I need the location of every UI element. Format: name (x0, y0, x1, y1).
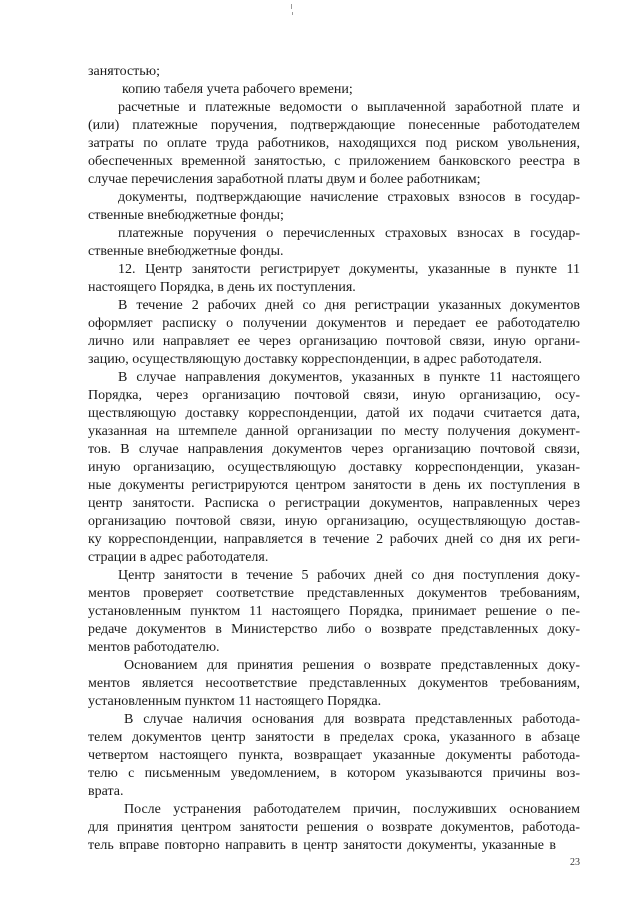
text-line: врата. (88, 784, 124, 799)
text-line: редаче документов в Министерство либо о возврате представленных доку- (88, 622, 580, 637)
text-line: затраты по оплате труда работников, находящихся под риском увольнения, (88, 136, 580, 151)
text-line: платежные поручения о перечисленных страховых взносах в государ- (118, 226, 580, 241)
text-line: настоящего Порядка, в день их поступления. (88, 280, 356, 295)
text-line: установленным пунктом 11 настоящего Порядка, принимает решение о пе- (88, 604, 580, 619)
text-line: страции в адрес работодателя. (88, 550, 269, 565)
text-line: ные документы регистрируются центром занятости в день их поступления в (88, 478, 580, 493)
text-line: установленным пунктом 11 настоящего Порядка. (88, 694, 382, 709)
text-line: ственные внебюджетные фонды; (88, 208, 284, 223)
text-line: телю с письменным уведомлением, в котором указываются причины воз- (88, 766, 580, 781)
text-line: ментов работодателю. (88, 640, 220, 655)
text-line: ментов проверяет соответствие представленных документов требованиям, (88, 586, 580, 601)
text-line: В течение 2 рабочих дней со дня регистрации указанных документов (118, 298, 580, 313)
text-line: В случае направления документов, указанных в пункте 11 настоящего (118, 370, 580, 385)
text-line: Порядка, через организацию почтовой связи, иную организацию, осу- (88, 388, 580, 403)
text-line: (или) платежные поручения, подтверждающие понесенные работодателем (88, 118, 580, 133)
text-line: ществляющую доставку корреспонденции, датой их подачи считается дата, (88, 406, 580, 421)
text-line: Основанием для принятия решения о возврате представленных доку- (124, 658, 580, 673)
text-line: Центр занятости в течение 5 рабочих дней со дня поступления доку- (118, 568, 580, 583)
text-line: копию табеля учета рабочего времени; (122, 82, 353, 97)
scan-speck (292, 12, 293, 15)
text-line: оформляет расписку о получении документов и передает ее работодателю (88, 316, 580, 331)
text-line: занятостью; (88, 64, 161, 79)
text-line: 12. Центр занятости регистрирует документы, указанные в пункте 11 (118, 262, 580, 277)
text-line: тель вправе повторно направить в центр занятости документы, указанные в (88, 838, 556, 853)
text-line: После устранения работодателем причин, послуживших основанием (124, 802, 580, 817)
scan-speck (291, 4, 292, 9)
text-line: телем документов центр занятости в пределах срока, указанного в абзаце (88, 730, 580, 745)
text-line: зацию, осуществляющую доставку корреспонденции, в адрес работодателя. (88, 352, 542, 367)
text-line: для принятия центром занятости решения о возврате документов, работода- (88, 820, 580, 835)
text-line: расчетные и платежные ведомости о выплаченной заработной плате и (118, 100, 580, 115)
text-line: центр занятости. Расписка о регистрации документов, направленных через (88, 496, 580, 511)
text-line: ментов является несоответствие представленных документов требованиям, (88, 676, 580, 691)
text-line: указанная на штемпеле данной организации по месту получения документ- (88, 424, 580, 439)
text-line: организацию почтовой связи, иную организацию, осуществляющую достав- (88, 514, 580, 529)
text-line: документы, подтверждающие начисление страховых взносов в государ- (118, 190, 580, 205)
text-line: В случае наличия основания для возврата представленных работода- (124, 712, 580, 727)
text-line: тов. В случае направления документов через организацию почтовой связи, (88, 442, 580, 457)
page-number: 23 (570, 857, 580, 868)
text-line: иную организацию, осуществляющую доставку корреспонденции, указан- (88, 460, 580, 475)
text-line: ку корреспонденции, направляется в течение 2 рабочих дней со дня их реги- (88, 532, 580, 547)
text-line: лично или направляет ее через организацию почтовой связи, иную органи- (88, 334, 580, 349)
text-line: четвертом настоящего пункта, возвращает указанные документы работода- (88, 748, 580, 763)
text-line: случае перечисления заработной платы двум и более работникам; (88, 172, 481, 187)
text-line: ственные внебюджетные фонды. (88, 244, 284, 259)
text-line: обеспеченных временной занятостью, с приложением банковского реестра в (88, 154, 580, 169)
